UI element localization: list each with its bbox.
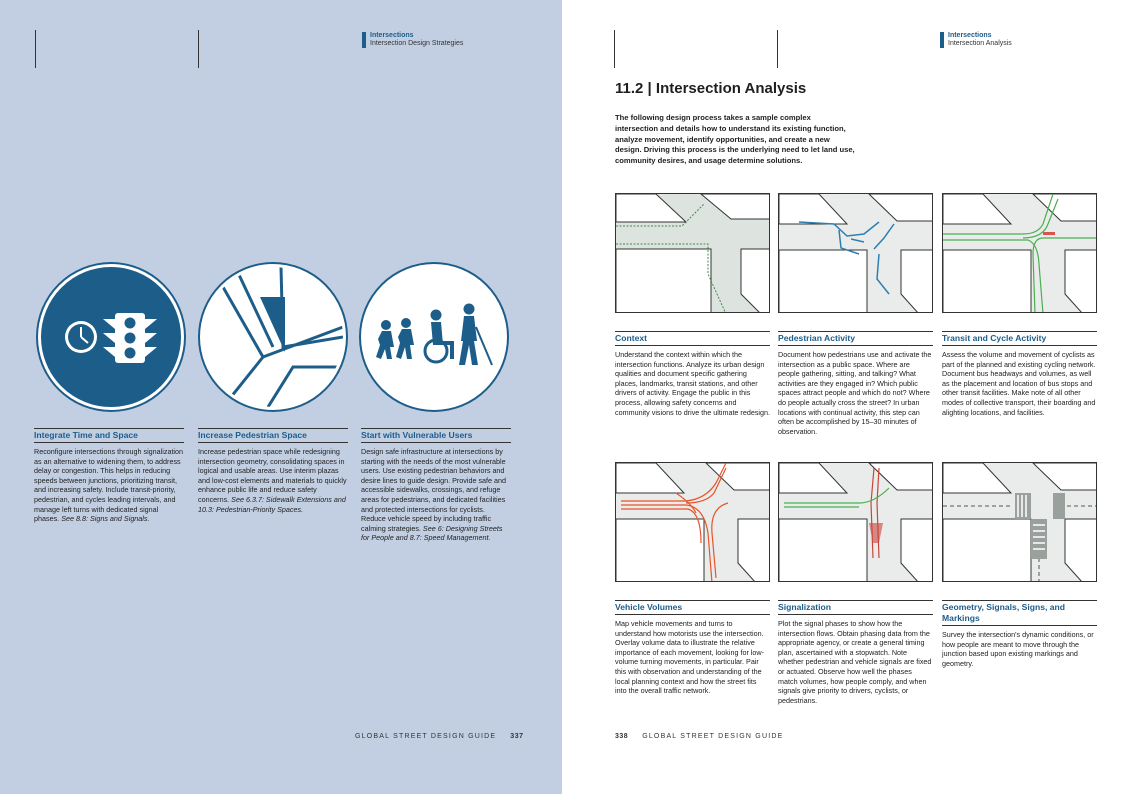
vehicle-volumes-diagram bbox=[615, 462, 770, 582]
panel-title: Signalization bbox=[778, 600, 933, 615]
panel-title: Context bbox=[615, 331, 770, 346]
panel-title: Transit and Cycle Activity bbox=[942, 331, 1097, 346]
panel-body: Document how pedestrians use and activate the intersection as a public space. Where are people gathering, sitting, and talking? What activities are they engaged in? Which public spaces attract people and which do not? Where do people actually cross the street? In urban locations with continual activity, this step can often be accomplished by 15–30 minutes of observation. bbox=[778, 350, 932, 436]
right-page bbox=[562, 0, 1123, 794]
strategy-title: Integrate Time and Space bbox=[34, 428, 184, 443]
time-space-illustration bbox=[38, 264, 184, 410]
header-section: Intersections bbox=[948, 32, 992, 39]
footer-book-title: GLOBAL STREET DESIGN GUIDE bbox=[642, 733, 784, 740]
clock-icon bbox=[65, 321, 97, 353]
intro-text: The following design process takes a sample complex intersection and details how to understand its existing function, analyze movement, identify opportunities, and create a new design. Driving this process is the underlying need to let land use, community desires, and usage determine solutions. bbox=[615, 113, 855, 166]
analysis-panel bbox=[942, 331, 1097, 417]
page-footer bbox=[615, 733, 783, 740]
traffic-light-icon bbox=[103, 313, 157, 363]
analysis-panel bbox=[615, 600, 770, 696]
strategy-title: Increase Pedestrian Space bbox=[198, 428, 348, 443]
panel-body: Assess the volume and movement of cyclists as part of the planned and existing cycling network. Document bus headways and volumes, as well as the placement and location of bus stops and other transit facilities. Make note of all other modes of collective transport, their boarding and alighting locations, and facilities. bbox=[942, 350, 1096, 417]
analysis-panel bbox=[778, 600, 933, 705]
analysis-panel bbox=[942, 600, 1097, 668]
context-diagram bbox=[615, 193, 770, 313]
transit-cycle-diagram bbox=[942, 193, 1097, 313]
header-rule bbox=[198, 30, 199, 68]
strategy-reference: See 8.8: Signs and Signals. bbox=[61, 514, 150, 524]
panel-body: Understand the context within which the intersection functions. Analyze its urban design qualities and document specific gathering places, landmarks, transit stations, and other drivers of activity. Engage the public in this process, allowing safety concerns and community visions to drive the ultimate redesign. bbox=[615, 350, 770, 417]
strategy-reference: See 6: Designing Streets for People and 8.7: Speed Management. bbox=[361, 523, 503, 543]
footer-book-title: GLOBAL STREET DESIGN GUIDE bbox=[355, 733, 497, 740]
analysis-panel bbox=[778, 331, 933, 436]
page-number: 337 bbox=[510, 733, 524, 740]
signalization-diagram bbox=[778, 462, 933, 582]
header-section: Intersections bbox=[370, 32, 414, 39]
strategy-body: Design safe infrastructure at intersections by starting with the needs of the most vulnerable users. Use existing pedestrian behaviors and desire lines to guide design. Provide safe and accessible sidewalks, crossings, and refuge areas for pedestrians, and dedicated facilities and protected intersections for cyclists. Reduce vehicle speed by including traffic calming strategies. bbox=[361, 447, 507, 533]
panel-body: Map vehicle movements and turns to understand how motorists use the intersection. Overlay volume data to illustrate the relative importance of each movement, looking for low-volume turning movements, in particular. Pair this with observation and understanding of the local planning context and how the street fits into the overall traffic network. bbox=[615, 619, 765, 696]
pedestrian-space-icon bbox=[200, 264, 346, 410]
geometry-markings-diagram bbox=[942, 462, 1097, 582]
strategy-reference: See 6.3.7: Sidewalk Extensions and 10.3: Pedestrian-Priority Spaces. bbox=[198, 494, 346, 514]
running-header bbox=[362, 32, 463, 48]
running-header bbox=[940, 32, 1012, 48]
panel-title: Vehicle Volumes bbox=[615, 600, 770, 615]
panel-body: Plot the signal phases to show how the intersection flows. Obtain phasing data from the appropriate agency, or create a general timing plan, ascertained with a stopwatch. Note whether pedestrian and vehicle signals are fixed or actuated. Observe how well the phases match volumes, how people comply, and when signals give priority to drivers, cyclists, or pedestrians. bbox=[778, 619, 932, 705]
strategy-body: Reconfigure intersections through signalization as an alternative to widening them, to address delay or congestion. This helps in reducing speeds between junctions, prioritizing transit, and increasing safety. Include transit-priority, pedestrian, and cycles leading intervals, and manage left turns with dedicated signal phases. bbox=[34, 447, 184, 524]
header-rule bbox=[777, 30, 778, 68]
page-title: 11.2 | Intersection Analysis bbox=[615, 80, 807, 97]
page-footer bbox=[355, 733, 523, 740]
header-rule bbox=[35, 30, 36, 68]
panel-title: Geometry, Signals, Signs, and Markings bbox=[942, 600, 1097, 626]
vulnerable-users-icon bbox=[361, 264, 507, 410]
header-subsection: Intersection Analysis bbox=[948, 40, 1012, 47]
header-rule bbox=[614, 30, 615, 68]
header-subsection: Intersection Design Strategies bbox=[370, 40, 464, 47]
strategy-title: Start with Vulnerable Users bbox=[361, 428, 511, 443]
page-number: 338 bbox=[615, 733, 629, 740]
pedestrian-activity-diagram bbox=[778, 193, 933, 313]
strategy-body: Increase pedestrian space while redesigning intersection geometry, consolidating spaces in logical and usable areas. Use interim plazas and low-cost elements and materials to quickly enhance public life and reduce safety concerns. bbox=[198, 447, 347, 504]
analysis-panel bbox=[615, 331, 770, 417]
strategy-column bbox=[361, 428, 511, 543]
panel-title: Pedestrian Activity bbox=[778, 331, 933, 346]
panel-body: Survey the intersection's dynamic conditions, or how people are meant to move through the junction based upon existing markings and geometry. bbox=[942, 630, 1094, 668]
strategy-column bbox=[198, 428, 348, 514]
strategy-column bbox=[34, 428, 184, 524]
